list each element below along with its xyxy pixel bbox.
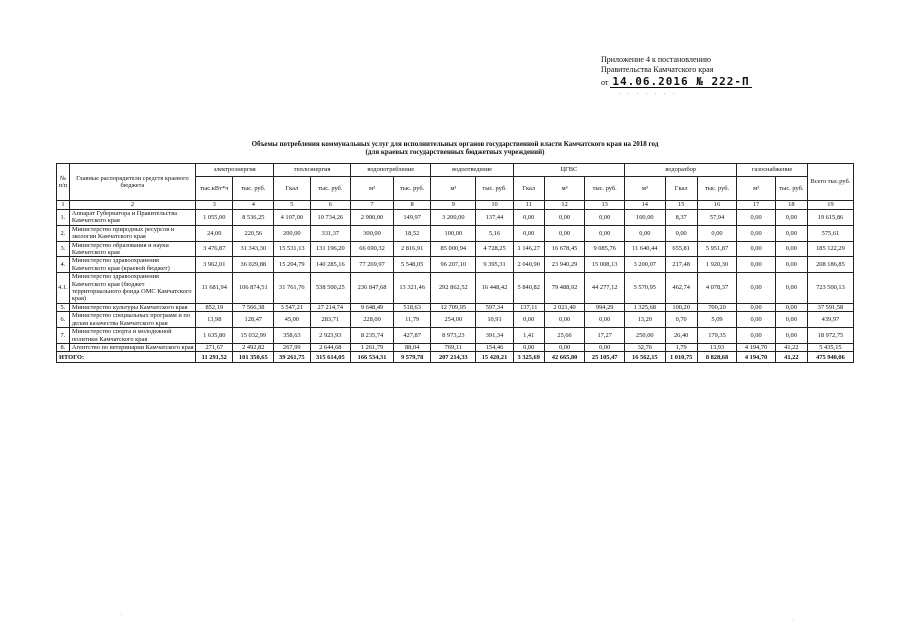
table-cell: 655,81 [665,241,697,257]
header-total: Всего тыс.руб. [807,164,853,201]
scan-dots: . . . . . . . [619,90,678,96]
table-cell: 0,00 [775,210,807,226]
table-cell: 2 900,00 [351,210,394,226]
header-group: водоразбор [624,164,736,177]
table-cell: 41,22 [775,343,807,351]
table-row [57,257,854,273]
table-cell: 2 644,68 [310,343,351,351]
table-cell: 0,00 [544,312,585,328]
header-group: электроэнергия [196,164,274,177]
table-cell: 0,00 [737,328,776,344]
header-unit: тыс. руб. [233,177,274,201]
table-cell: 4 728,25 [476,241,513,257]
header-row-index [57,201,854,210]
table-cell: 597,34 [476,303,513,311]
table-cell: 7 566,38 [233,303,274,311]
table-cell: 0,00 [585,343,625,351]
row-number: 6. [57,312,70,328]
table-row [57,225,854,241]
header-unit: м³ [624,177,665,201]
table-cell: 37 591,58 [807,303,853,311]
table-cell: 0,00 [513,343,544,351]
table-cell: 1 920,30 [697,257,737,273]
table-cell: 5 548,05 [393,257,430,273]
column-index: 12 [544,201,585,210]
table-cell: 8 235,74 [351,328,394,344]
row-number: 8. [57,343,70,351]
row-name: Министерство здравоохранения Камчатского края (бюджет территориального фонда ОМС Камчатского края) [69,273,195,304]
table-row [57,241,854,257]
table-cell: 5,16 [476,225,513,241]
total-cell: 207 214,33 [431,352,476,363]
header-unit: тыс. руб. [393,177,430,201]
column-index: 13 [585,201,625,210]
table-cell: 0,00 [775,303,807,311]
column-index: 14 [624,201,665,210]
column-index: 9 [431,201,476,210]
table-cell: 96 207,10 [431,257,476,273]
header-row-groups [57,164,854,177]
table-cell: 250,00 [624,328,665,344]
table-cell: 1 055,00 [196,210,233,226]
table-cell: 228,00 [351,312,394,328]
column-index: 17 [737,201,776,210]
table-cell: 220,56 [233,225,274,241]
table-cell: 1 635,80 [196,328,233,344]
column-index: 3 [196,201,233,210]
table-cell: 236 847,68 [351,273,394,304]
table-cell: 4 194,70 [737,343,776,351]
header-unit: м³ [351,177,394,201]
table-cell: 31 761,76 [274,273,310,304]
table-row [57,312,854,328]
date-prefix: от [601,78,609,87]
table-cell: 0,00 [585,312,625,328]
header-unit: тыс. руб. [585,177,625,201]
scan-mark: · [792,618,794,624]
header-unit: тыс.кВт*ч [196,177,233,201]
table-cell: 15 008,13 [585,257,625,273]
table-cell: 0,00 [697,225,737,241]
column-index: 8 [393,201,430,210]
table-cell: 208 186,85 [807,257,853,273]
table-cell: 106 874,51 [233,273,274,304]
total-cell: 166 534,31 [351,352,394,363]
total-cell: 475 940,06 [807,352,853,363]
header-group: водопотребление [351,164,431,177]
table-cell: 9 085,76 [585,241,625,257]
appendix-block [601,55,752,98]
table-cell: 439,97 [807,312,853,328]
table-cell: 9 648,49 [351,303,394,311]
table-cell: 8 536,25 [233,210,274,226]
total-cell: 11 291,52 [196,352,233,363]
total-cell: 39 261,75 [274,352,310,363]
table-cell: 13 321,46 [393,273,430,304]
table-cell: 283,71 [310,312,351,328]
table-cell: 0,00 [513,312,544,328]
table-row [57,328,854,344]
table-cell: 538 500,25 [310,273,351,304]
row-number: 7. [57,328,70,344]
table-cell: 769,11 [431,343,476,351]
table-row [57,210,854,226]
table-cell: 0,00 [737,210,776,226]
table-cell: 31 343,30 [233,241,274,257]
table-cell: 8 973,23 [431,328,476,344]
table-cell: 0,00 [737,225,776,241]
table-cell: 5 840,82 [513,273,544,304]
table-cell: 26,40 [665,328,697,344]
table-cell: 852,19 [196,303,233,311]
total-cell: 16 562,15 [624,352,665,363]
header-group: газоснабжение [737,164,808,177]
table-cell: 18,52 [393,225,430,241]
total-cell: 41,22 [775,352,807,363]
header-unit: Гкал [513,177,544,201]
table-row [57,303,854,311]
header-unit: тыс. руб. [310,177,351,201]
table-cell: 5 951,87 [697,241,737,257]
table-cell: 16 678,45 [544,241,585,257]
table-cell: 1 261,79 [351,343,394,351]
table-cell: 0,00 [544,225,585,241]
table-cell: 200,00 [274,225,310,241]
table-cell: 154,46 [476,343,513,351]
table-cell: 300,00 [351,225,394,241]
table-cell: 19 615,86 [807,210,853,226]
column-index: 1 [57,201,70,210]
table-cell: 3 200,00 [431,210,476,226]
table-cell: 2 923,93 [310,328,351,344]
total-label: ИТОГО: [57,352,196,363]
total-cell: 42 665,80 [544,352,585,363]
table-cell: 0,00 [775,273,807,304]
table-cell: 66 690,32 [351,241,394,257]
table-cell: 0,00 [775,312,807,328]
row-number: 2. [57,225,70,241]
table-cell: 2 021,40 [544,303,585,311]
row-number: 4. [57,257,70,273]
table-cell: 0,00 [775,328,807,344]
total-cell: 315 614,05 [310,352,351,363]
total-row [57,352,854,363]
table-cell: 24,00 [196,225,233,241]
header-unit: м³ [544,177,585,201]
table-cell: 128,47 [233,312,274,328]
table-cell: 15 032,99 [233,328,274,344]
table-cell: 25,66 [544,328,585,344]
header-group: теплоэнергия [274,164,351,177]
row-name: Министерство здравоохранения Камчатского края (краевой бюджет) [69,257,195,273]
total-cell: 8 828,68 [697,352,737,363]
table-cell: 0,00 [775,241,807,257]
table-cell: 88,04 [393,343,430,351]
table-cell: 32,76 [624,343,665,351]
table-row [57,273,854,304]
table-cell: 100,00 [624,210,665,226]
header-unit: тыс. руб. [775,177,807,201]
header-unit: м³ [431,177,476,201]
header-group: водоотведение [431,164,513,177]
table-cell: 3 476,87 [196,241,233,257]
table-cell: 0,00 [737,273,776,304]
appendix-line-1: Приложение 4 к постановлению [601,55,712,64]
header-unit: Гкал [274,177,310,201]
table-cell: 137,11 [513,303,544,311]
row-name: Министерство образования и науки Камчатского края [69,241,195,257]
table-cell: 100,20 [665,303,697,311]
header-unit: м³ [737,177,776,201]
table-cell: 0,00 [585,210,625,226]
table-cell: 85 000,94 [431,241,476,257]
total-cell: 15 420,21 [476,352,513,363]
table-cell: 2 040,90 [513,257,544,273]
table-cell: 36 029,88 [233,257,274,273]
table-cell: 11,79 [393,312,430,328]
table-cell: 0,00 [544,210,585,226]
table-cell: 462,74 [665,273,697,304]
table-cell: 140 285,16 [310,257,351,273]
table-cell: 77 269,97 [351,257,394,273]
table-cell: 9 395,31 [476,257,513,273]
column-index: 2 [69,201,195,210]
column-index: 11 [513,201,544,210]
row-name: Министерство специальных программ и по делам казачества Камчатского края [69,312,195,328]
table-cell: 0,00 [513,210,544,226]
table-cell: 13,20 [624,312,665,328]
table-row [57,343,854,351]
column-index: 15 [665,201,697,210]
row-number: 3. [57,241,70,257]
table-cell: 4 107,00 [274,210,310,226]
table-cell: 45,00 [274,312,310,328]
table-cell: 5 570,95 [624,273,665,304]
scan-mark: · [120,612,122,618]
column-index: 16 [697,201,737,210]
row-name: Агентство по ветеринарии Камчатского края [69,343,195,351]
table-cell: 15 531,13 [274,241,310,257]
table-cell: 391,34 [476,328,513,344]
table-cell: 10,91 [476,312,513,328]
row-number: 4.1. [57,273,70,304]
appendix-date [601,76,752,88]
column-index: 4 [233,201,274,210]
header-unit: тыс. руб. [697,177,737,201]
table-cell: 0,00 [737,312,776,328]
table-cell: 57,94 [697,210,737,226]
table-cell: 0,00 [737,257,776,273]
column-index: 5 [274,201,310,210]
table-cell: 3 962,01 [196,257,233,273]
column-index: 10 [476,201,513,210]
header-name: Главные распорядители средств краевого бюджета [69,164,195,201]
table-cell: 723 500,13 [807,273,853,304]
total-cell: 9 579,78 [393,352,430,363]
table-cell: 1 325,68 [624,303,665,311]
column-index: 18 [775,201,807,210]
total-cell: 4 194,70 [737,352,776,363]
table-cell: 185 122,29 [807,241,853,257]
table-cell: 4 078,37 [697,273,737,304]
document-title [150,140,760,156]
title-line-2: (для краевых государственных бюджетных учреждений) [365,148,545,156]
table-cell: 0,00 [513,225,544,241]
table-cell: 10 734,26 [310,210,351,226]
table-cell: 5 435,15 [807,343,853,351]
table-cell: 11 640,44 [624,241,665,257]
table-cell: 11 681,94 [196,273,233,304]
table-cell: 0,00 [585,225,625,241]
table-cell: 23 940,29 [544,257,585,273]
table-cell: 1 146,27 [513,241,544,257]
table-cell: 2 492,82 [233,343,274,351]
handwritten-date: 14.06.2016 № 222-П [612,75,750,88]
table-cell: 700,20 [697,303,737,311]
table-cell: 427,87 [393,328,430,344]
consumption-table [56,163,854,363]
table-cell: 2 816,91 [393,241,430,257]
table-cell: 0,00 [775,225,807,241]
table-cell: 44 277,12 [585,273,625,304]
total-cell: 25 105,47 [585,352,625,363]
table-cell: 15 204,79 [274,257,310,273]
table-cell: 1,41 [513,328,544,344]
table-cell: 575,61 [807,225,853,241]
column-index: 6 [310,201,351,210]
table-cell: 12 709,95 [431,303,476,311]
table-cell: 217,48 [665,257,697,273]
row-name: Министерство культуры Камчатского края [69,303,195,311]
table-cell: 137,44 [476,210,513,226]
table-cell: 0,70 [665,312,697,328]
total-cell: 1 010,75 [665,352,697,363]
table-cell: 267,99 [274,343,310,351]
total-cell: 101 350,65 [233,352,274,363]
table-cell: 358,63 [274,328,310,344]
column-index: 7 [351,201,394,210]
title-line-1: Объемы потребления коммунальных услуг для исполнительных органов государственной власти Камчатского края на 2018 год [251,140,659,148]
table-cell: 0,00 [544,343,585,351]
table-cell: 5,09 [697,312,737,328]
header-group: ЦГВС [513,164,624,177]
table-cell: 331,37 [310,225,351,241]
header-unit: тыс. руб. [476,177,513,201]
table-cell: 13,93 [697,343,737,351]
table-cell: 271,67 [196,343,233,351]
header-unit: Гкал [665,177,697,201]
table-cell: 0,00 [775,257,807,273]
row-number: 1. [57,210,70,226]
header-no: № п/п [57,164,70,201]
table-cell: 179,35 [697,328,737,344]
table-cell: 79 488,92 [544,273,585,304]
table-cell: 100,00 [431,225,476,241]
appendix-line-2: Правительства Камчатского края [601,65,714,74]
table-cell: 16 448,42 [476,273,513,304]
column-index: 19 [807,201,853,210]
row-name: Аппарат Губернатора и Правительства Камчатского края [69,210,195,226]
table-cell: 0,00 [737,303,776,311]
table-cell: 18 972,75 [807,328,853,344]
table-cell: 0,00 [737,241,776,257]
table-cell: 8,37 [665,210,697,226]
table-cell: 0,00 [665,225,697,241]
row-name: Министерство спорта и молодежной политики Камчатского края [69,328,195,344]
table-cell: 27 214,74 [310,303,351,311]
table-cell: 149,97 [393,210,430,226]
total-cell: 3 325,69 [513,352,544,363]
table-cell: 994,29 [585,303,625,311]
table-cell: 13,98 [196,312,233,328]
table-cell: 3 200,07 [624,257,665,273]
table-cell: 292 862,52 [431,273,476,304]
table-cell: 518,63 [393,303,430,311]
table-cell: 1,79 [665,343,697,351]
table-cell: 3 547,21 [274,303,310,311]
row-number: 5. [57,303,70,311]
row-name: Министерство природных ресурсов и экологии Камчатского края [69,225,195,241]
table-cell: 254,00 [431,312,476,328]
table-cell: 0,00 [624,225,665,241]
table-cell: 17,27 [585,328,625,344]
table-cell: 131 196,20 [310,241,351,257]
